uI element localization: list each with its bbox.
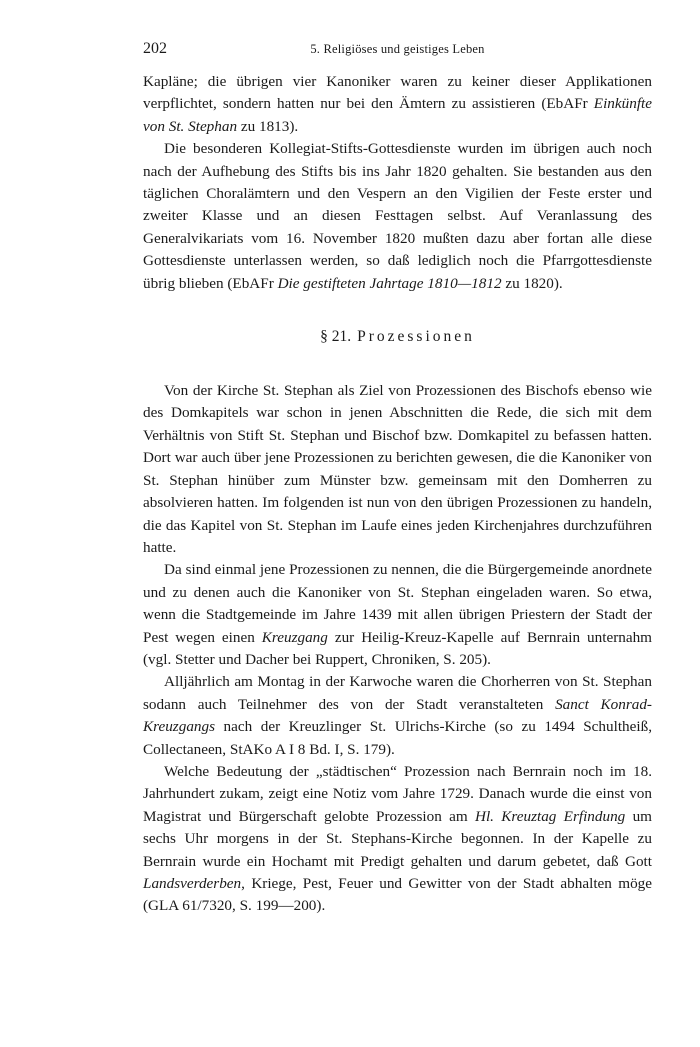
section-number: § 21. — [320, 328, 352, 346]
book-page — [143, 40, 652, 918]
text-block-before-section — [143, 71, 652, 295]
paragraph — [143, 761, 652, 918]
text-segment: Welche Bedeutung der „städtischen“ Prozession nach Bernrain noch im 18. Jahrhundert zukam, zeigt eine Notiz vom Jahre 1729. Danach wurde die einst von Magistrat und Bürgerschaft gelobte Prozession am — [143, 762, 652, 825]
text-segment: nach der Kreuzlinger St. Ulrichs-Kirche (so zu 1494 Schultheiß, Collectaneen, StAKo A I 8 Bd. I, S. 179). — [143, 718, 652, 758]
text-segment: Die besonderen Kollegiat-Stifts-Gottesdienste wurden im übrigen auch noch nach der Aufhebung des Stifts bis ins Jahr 1820 gehalten. Sie bestanden aus den täglichen Choralämtern und den Vespern an den Vigilien der Feste erster und zweiter Klasse und an diesen Festtagen selbst. Auf Veranlassung des Generalvikariats vom 16. November 1820 mußten dazu aber fortan alle diese Gottesdienste unterlassen werden, so daß lediglich noch die Pfarrgottesdienste übrig blieben (EbAFr — [143, 140, 652, 292]
text-segment: um sechs Uhr morgens in der St. Stephans-Kirche begonnen. In der Kapelle zu Bernrain wurde ein Hochamt mit Predigt gehalten und darum gebetet, daß Gott — [143, 807, 652, 870]
text-segment: zu 1820). — [501, 274, 563, 292]
italic-text: Sanct Konrad-Kreuzgangs — [143, 695, 652, 736]
paragraph — [143, 71, 652, 138]
section-title: Prozessionen — [357, 328, 475, 346]
text-block-after-section — [143, 380, 652, 918]
page-number: 202 — [143, 40, 167, 57]
text-segment: Von der Kirche St. Stephan als Ziel von Prozessionen des Bischofs ebenso wie des Domkapitels war schon in jenen Abschnitten die Rede, die sich mit dem Verhältnis von Stift St. Stephan und Bischof bzw. Domkapitel zu befassen hatten. Dort war auch über jene Prozessionen zu berichten gewesen, die die Kanoniker von St. Stephan hinüber zum Münster bzw. gemeinsam mit den Domherren zu absolvieren hatten. Im folgenden ist nun von den übrigen Prozessionen zu handeln, die das Kapitel von St. Stephan im Laufe eines jeden Kirchenjahres durchzuführen hatte. — [143, 382, 652, 556]
paragraph — [143, 138, 652, 295]
text-segment: Da sind einmal jene Prozessionen zu nennen, die die Bürgergemeinde anordnete und zu denen auch die Kanoniker von St. Stephan eingeladen waren. So etwa, wenn die Stadtgemeinde im Jahre 1439 mit allen übrigen Priestern der Stadt der Pest wegen einen — [143, 561, 652, 646]
text-segment: , Kriege, Pest, Feuer und Gewitter von der Stadt abhalten möge (GLA 61/7320, S. 199—200). — [143, 875, 652, 915]
italic-text: Die gestifteten Jahrtage 1810—1812 — [277, 274, 502, 292]
text-segment: zur Heilig-Kreuz-Kapelle auf Bernrain unternahm (vgl. Stetter und Dacher bei Ruppert, Chroniken, S. 205). — [143, 628, 652, 668]
italic-text: Landsverderben — [143, 875, 242, 892]
italic-text: Einkünfte von St. Stephan — [143, 95, 652, 135]
text-segment: zu 1813). — [237, 117, 299, 135]
running-head — [143, 40, 652, 62]
paragraph — [143, 671, 652, 761]
italic-text: Kreuzgang — [261, 628, 328, 646]
paragraph — [143, 559, 652, 671]
text-segment: Kapläne; die übrigen vier Kanoniker waren zu keiner dieser Applikationen verpflichtet, sondern hatten nur bei den Ämtern zu assistieren (EbAFr — [143, 73, 652, 113]
text-segment: Alljährlich am Montag in der Karwoche waren die Chorherren von St. Stephan sodann auch Teilnehmer des von der Stadt veranstalteten — [143, 673, 652, 713]
paragraph — [143, 380, 652, 559]
italic-text: Hl. Kreuztag Erfindung — [474, 807, 626, 825]
running-title: 5. Religiöses und geistiges Leben — [310, 42, 485, 56]
section-heading — [143, 328, 652, 346]
